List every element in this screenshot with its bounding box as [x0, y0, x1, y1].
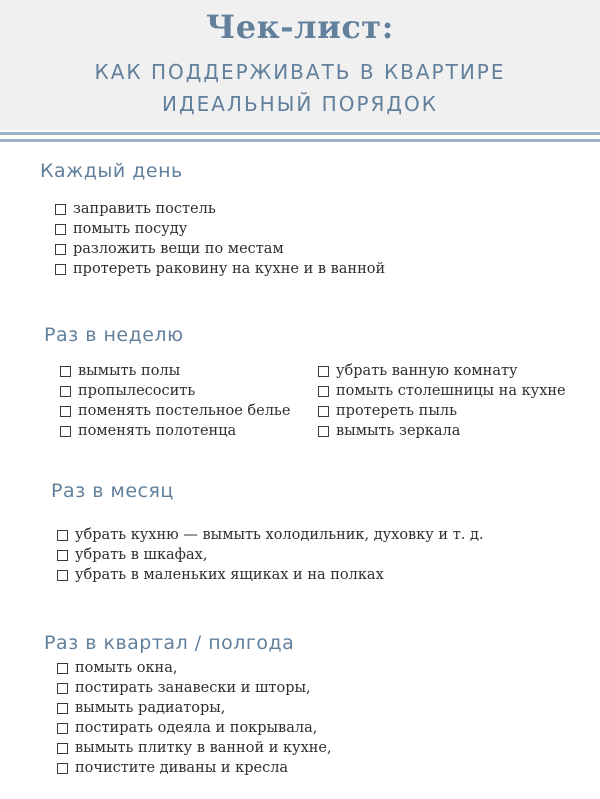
checklist-item[interactable]	[55, 219, 385, 239]
checkbox[interactable]	[57, 723, 68, 734]
checklist-item-label: почистите диваны и кресла	[75, 760, 289, 776]
checklist-item-label: вымыть зеркала	[336, 423, 461, 439]
checkbox[interactable]	[318, 426, 329, 437]
checklist-item-label: поменять полотенца	[78, 423, 237, 439]
checklist-item-label: убрать в шкафах,	[75, 547, 208, 563]
page-subtitle-line1: КАК ПОДДЕРЖИВАТЬ В КВАРТИРЕ	[94, 60, 506, 84]
section-title-daily: Каждый день	[40, 160, 183, 182]
checklist-item[interactable]	[55, 199, 385, 219]
checklist-item-label: вымыть радиаторы,	[75, 700, 226, 716]
divider-bottom	[0, 139, 600, 142]
checklist-daily	[55, 199, 385, 279]
checkbox[interactable]	[55, 264, 66, 275]
checkbox[interactable]	[318, 386, 329, 397]
checkbox[interactable]	[55, 224, 66, 235]
checkbox[interactable]	[57, 703, 68, 714]
checklist-item[interactable]	[57, 698, 332, 718]
checklist-item-label: протереть раковину на кухне и в ванной	[73, 261, 386, 277]
checkbox[interactable]	[57, 570, 68, 581]
checklist-item[interactable]	[318, 421, 566, 441]
checkbox[interactable]	[318, 366, 329, 377]
page-title: Чек-лист:	[206, 8, 394, 46]
checklist-item-label: помыть окна,	[75, 660, 178, 676]
checklist-item[interactable]	[57, 678, 332, 698]
checklist-item[interactable]	[55, 259, 385, 279]
checklist-item[interactable]	[60, 361, 290, 381]
checklist-item[interactable]	[57, 718, 332, 738]
checklist-item-label: постирать одеяла и покрывала,	[75, 720, 318, 736]
checklist-item[interactable]	[57, 758, 332, 778]
section-title-monthly: Раз в месяц	[51, 480, 174, 502]
checklist-item[interactable]	[57, 738, 332, 758]
checklist-item-label: вымыть полы	[78, 363, 181, 379]
checklist-item[interactable]	[57, 525, 483, 545]
checkbox[interactable]	[318, 406, 329, 417]
section-title-weekly: Раз в неделю	[44, 324, 184, 346]
checklist-item-label: убрать ванную комнату	[336, 363, 518, 379]
checklist-item[interactable]	[60, 401, 290, 421]
checklist-item[interactable]	[57, 565, 483, 585]
checkbox[interactable]	[55, 244, 66, 255]
checkbox[interactable]	[57, 683, 68, 694]
checklist-item-label: помыть посуду	[73, 221, 188, 237]
checklist-monthly	[57, 525, 483, 585]
checkbox[interactable]	[60, 406, 71, 417]
checklist-item-label: поменять постельное белье	[78, 403, 291, 419]
section-title-quarterly: Раз в квартал / полгода	[44, 632, 295, 654]
header	[0, 0, 600, 130]
divider-top	[0, 132, 600, 135]
checkbox[interactable]	[57, 663, 68, 674]
checkbox[interactable]	[55, 204, 66, 215]
checklist-item-label: пропылесосить	[78, 383, 196, 399]
page-subtitle-line2: ИДЕАЛЬНЫЙ ПОРЯДОК	[162, 92, 438, 116]
checklist-item-label: помыть столешницы на кухне	[336, 383, 566, 399]
checkbox[interactable]	[57, 530, 68, 541]
checkbox[interactable]	[57, 743, 68, 754]
checkbox[interactable]	[60, 426, 71, 437]
checkbox[interactable]	[60, 386, 71, 397]
checklist-item-label: разложить вещи по местам	[73, 241, 284, 257]
checklist-weekly-left	[60, 361, 290, 441]
checklist-item-label: убрать кухню — вымыть холодильник, духовку и т. д.	[75, 527, 484, 543]
checklist-item-label: постирать занавески и шторы,	[75, 680, 311, 696]
checklist-item-label: протереть пыль	[336, 403, 457, 419]
checklist-item[interactable]	[57, 658, 332, 678]
checklist-quarterly	[57, 658, 332, 778]
checkbox[interactable]	[60, 366, 71, 377]
checklist-item[interactable]	[60, 381, 290, 401]
checklist-weekly-right	[318, 361, 566, 441]
checklist-item-label: вымыть плитку в ванной и кухне,	[75, 740, 332, 756]
checklist-item[interactable]	[318, 401, 566, 421]
checklist-item-label: заправить постель	[73, 201, 216, 217]
checklist-item[interactable]	[57, 545, 483, 565]
checkbox[interactable]	[57, 550, 68, 561]
checklist-item[interactable]	[55, 239, 385, 259]
checkbox[interactable]	[57, 763, 68, 774]
checklist-item[interactable]	[318, 361, 566, 381]
checklist-item[interactable]	[60, 421, 290, 441]
checklist-item[interactable]	[318, 381, 566, 401]
checklist-item-label: убрать в маленьких ящиках и на полках	[75, 567, 384, 583]
